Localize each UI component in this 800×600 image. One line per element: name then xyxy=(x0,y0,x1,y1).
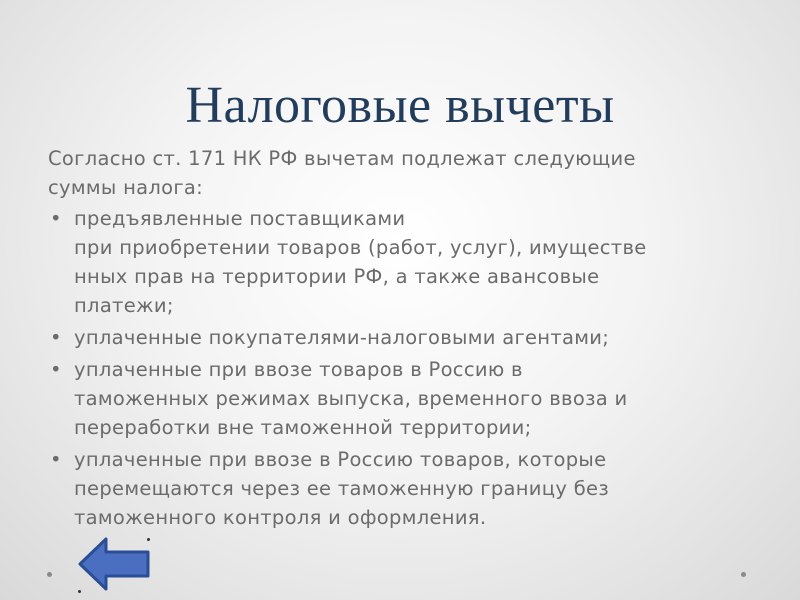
bullet-line: платежи; xyxy=(74,294,174,317)
slide-content xyxy=(48,144,753,535)
intro-text xyxy=(48,144,753,202)
bullet-line: нных прав на территории РФ, а также авансовые xyxy=(74,265,600,288)
bullet-line: переработки вне таможенной территории; xyxy=(74,416,532,439)
corner-dot-right xyxy=(741,572,746,577)
bullet-line: перемещаются через ее таможенную границу без xyxy=(74,477,609,500)
bullet-marker: • xyxy=(50,358,62,381)
bullet-line: таможенного контроля и оформления. xyxy=(74,506,487,529)
bullet-item xyxy=(48,323,753,352)
intro-line: суммы налога: xyxy=(48,176,204,199)
bullet-line: при приобретении товаров (работ, услуг), имуществе xyxy=(74,236,647,259)
bullet-item xyxy=(48,445,753,532)
bullet-line: уплаченные при ввозе в Россию товаров, которые xyxy=(74,448,607,471)
bullet-marker: • xyxy=(50,448,62,471)
bullet-item xyxy=(48,204,753,320)
arrow-left-icon xyxy=(78,536,152,592)
corner-dot-left xyxy=(47,572,52,577)
bullet-list xyxy=(48,204,753,532)
bullet-item xyxy=(48,355,753,442)
bullet-marker: • xyxy=(50,326,62,349)
bullet-line: уплаченные при ввозе товаров в Россию в xyxy=(74,358,523,381)
bullet-line: таможенных режимах выпуска, временного ввоза и xyxy=(74,387,628,410)
intro-line: Согласно ст. 171 НК РФ вычетам подлежат следующие xyxy=(48,147,636,170)
bullet-line: уплаченные покупателями-налоговыми агентами; xyxy=(74,326,610,349)
slide-title: Налоговые вычеты xyxy=(185,77,615,134)
bullet-marker: • xyxy=(50,207,62,230)
back-button[interactable] xyxy=(78,536,152,596)
bullet-line: предъявленные поставщиками xyxy=(74,207,406,230)
